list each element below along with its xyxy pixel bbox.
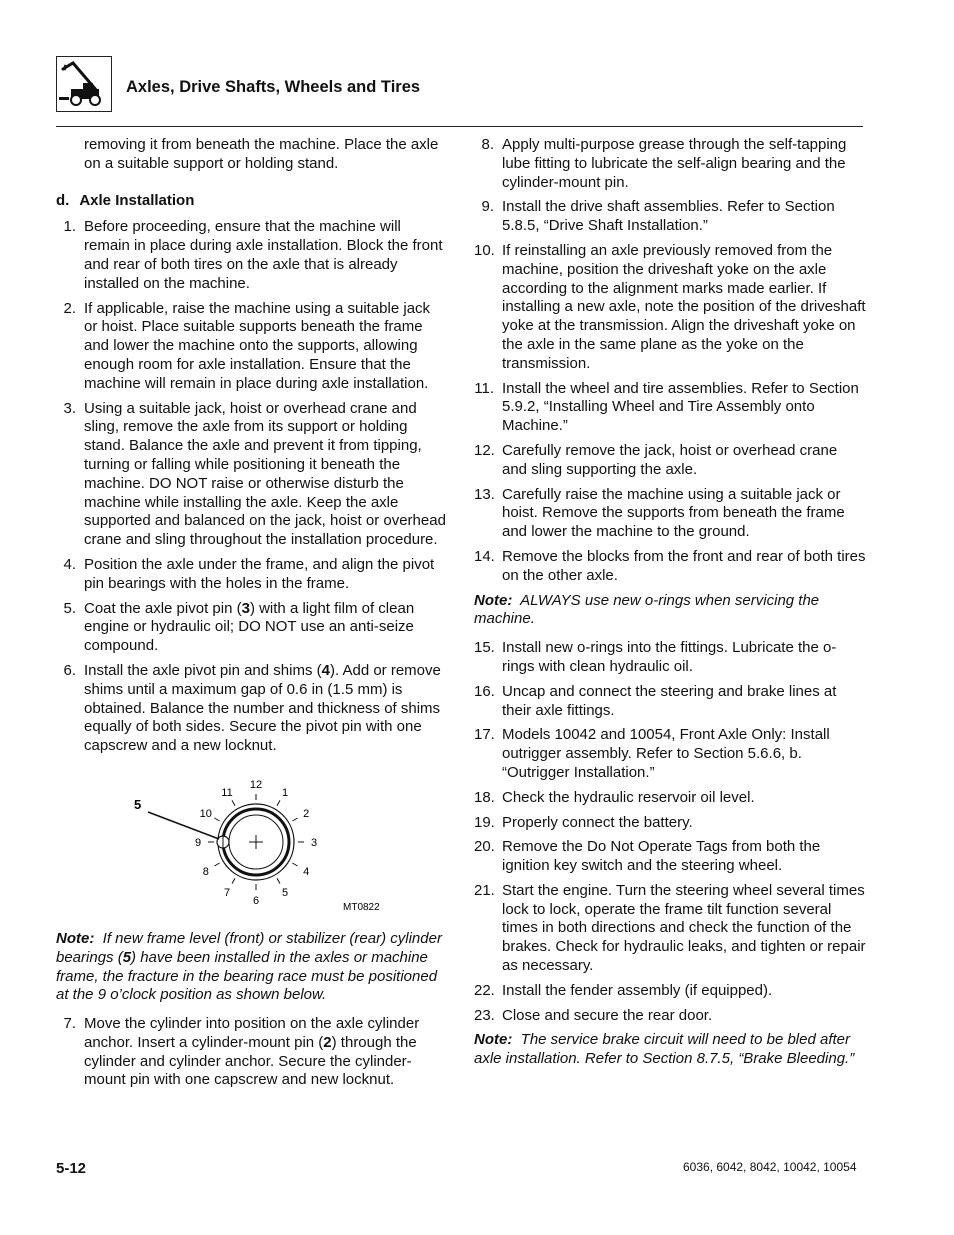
clock-tick — [232, 878, 235, 883]
step-16 — [474, 683, 866, 721]
step-1 — [56, 218, 446, 293]
intro-paragraph: removing it from beneath the machine. Place the axle on a suitable support or holding stand. — [84, 136, 439, 172]
step-text: Carefully raise the machine using a suitable jack or hoist. Remove the supports from beneath the frame and lower the machine to the ground. — [502, 485, 845, 541]
callout-ref: 2 — [323, 1033, 332, 1051]
step-17 — [474, 726, 866, 782]
step-text: Install the fender assembly (if equipped). — [502, 981, 773, 999]
clock-tick — [214, 863, 219, 866]
bearing-clock-figure — [56, 762, 446, 924]
step-5 — [56, 600, 446, 656]
telehandler-logo-icon — [56, 56, 112, 112]
bearing-note — [56, 930, 446, 1005]
step-text: If reinstalling an axle previously removed from the machine, position the driveshaft yoke on the axle according to the alignment marks made earlier. If installing a new axle, note the position of the driveshaft yoke at the transmission. Align the driveshaft yoke on the axle in the same plane as the yoke on the transmission. — [502, 241, 866, 372]
step-number: 1. — [63, 218, 76, 236]
step-4 — [56, 556, 446, 594]
steps-list-right-b — [474, 639, 866, 1025]
step-text: Close and secure the rear door. — [502, 1006, 713, 1024]
note-label: Note: — [474, 591, 513, 609]
step-text: Position the axle under the frame, and align the pivot pin bearings with the holes in the frame. — [84, 555, 435, 592]
step-text: Check the hydraulic reservoir oil level. — [502, 788, 755, 806]
right-column — [474, 136, 866, 1079]
step-21 — [474, 882, 866, 976]
step-text: Using a suitable jack, hoist or overhead crane and sling, remove the axle from its support or holding stand. Balance the axle and prevent it from tipping, turning or falling while positioning it beneath the machine. DO NOT raise or otherwise disturb the machine while installing the axle. Keep the axle supported and balanced on the jack, hoist or overhead crane and sling throughout the installation procedure. — [84, 399, 446, 549]
clock-tick — [277, 878, 280, 883]
step-text: If applicable, raise the machine using a suitable jack or hoist. Place suitable supports beneath the frame and lower the machine onto the supports, allowing enough room for axle installation. Ensure that the machine will remain in place during axle installation. — [84, 299, 431, 392]
step-10 — [474, 242, 866, 374]
step-11 — [474, 380, 866, 436]
step-text-pre: Coat the axle pivot pin ( — [84, 599, 242, 617]
step-number: 19. — [474, 813, 495, 831]
note-text: ALWAYS use new o-rings when servicing the machine. — [474, 591, 820, 628]
step-number: 4. — [63, 555, 76, 573]
step-text: Remove the Do Not Operate Tags from both the ignition key switch and the steering wheel. — [502, 838, 821, 875]
step-number: 12. — [474, 441, 495, 459]
left-column — [56, 136, 446, 1096]
step-text: Carefully remove the jack, hoist or overhead crane and sling supporting the axle. — [502, 441, 838, 478]
heading-text: Axle Installation — [79, 191, 195, 209]
step-text: Remove the blocks from the front and rear of both tires on the other axle. — [502, 547, 866, 584]
step-12 — [474, 442, 866, 480]
step-6 — [56, 662, 446, 756]
step-number: 22. — [474, 981, 495, 999]
note-label: Note: — [56, 929, 95, 947]
callout-ref: 5 — [122, 948, 132, 966]
clock-tick — [292, 818, 297, 821]
step-text-post: ) with a light film of clean engine or hydraulic oil; DO NOT use an anti-seize compound. — [84, 599, 415, 655]
step-23 — [474, 1007, 866, 1026]
clock-number: 4 — [303, 865, 310, 878]
brake-bleed-note — [474, 1031, 866, 1069]
clock-number: 12 — [249, 778, 263, 791]
step-13 — [474, 486, 866, 542]
clock-tick — [232, 800, 235, 805]
step-number: 21. — [474, 881, 495, 899]
o-ring-note — [474, 592, 866, 630]
step-number: 6. — [63, 661, 76, 679]
clock-number: 10 — [199, 807, 212, 820]
step-number: 5. — [63, 599, 76, 617]
note-text-pre: If new frame level (front) or stabilizer (rear) cylinder bearings ( — [56, 929, 442, 966]
figure-code: MT0822 — [343, 901, 380, 913]
clock-number: 8 — [202, 865, 209, 878]
step-text-pre: Install the axle pivot pin and shims ( — [84, 661, 322, 679]
bearing-diagram — [56, 762, 446, 924]
note-label: Note: — [474, 1031, 513, 1049]
step-7 — [56, 1015, 446, 1090]
step-2 — [56, 300, 446, 394]
clock-number: 3 — [310, 836, 318, 849]
step-number: 15. — [474, 639, 495, 657]
callout-ref: 4 — [321, 661, 330, 679]
callout-ref: 3 — [241, 599, 250, 617]
step-14 — [474, 548, 866, 586]
step-number: 10. — [474, 241, 495, 259]
clock-number: 2 — [303, 807, 310, 820]
step-number: 11. — [474, 379, 494, 397]
callout-label: 5 — [134, 796, 142, 812]
step-text: Install new o-rings into the fittings. Lubricate the o-rings with clean hydraulic oil. — [502, 639, 837, 675]
step-text: Models 10042 and 10054, Front Axle Only: Install outrigger assembly. Refer to Section 5.6.6, b. “Outrigger Installation.” — [502, 726, 830, 781]
heading-label: d. — [56, 191, 70, 209]
step-text-post: ) through the cylinder and cylinder anchor. Secure the cylinder-mount pin with one capscrew and new locknut. — [84, 1033, 417, 1089]
clock-number: 6 — [252, 894, 260, 907]
step-8 — [474, 136, 866, 192]
step-number: 23. — [474, 1006, 495, 1024]
step-18 — [474, 789, 866, 808]
clock-tick — [292, 863, 297, 866]
step-text: Before proceeding, ensure that the machine will remain in place during axle installation. Block the front and rear of both tires on the axle that is already installed on the machine. — [84, 218, 443, 292]
step-20 — [474, 838, 866, 876]
step-number: 18. — [474, 788, 495, 806]
step-number: 13. — [474, 485, 495, 503]
clock-number: 11 — [221, 786, 233, 799]
step-number: 17. — [474, 726, 495, 744]
step-text-post: ). Add or remove shims until a maximum gap of 0.6 in (1.5 mm) is obtained. Balance the number and thickness of shims equally of both sides. Secure the pivot pin with one capscrew and a new locknut. — [84, 661, 441, 755]
step-number: 16. — [474, 682, 495, 700]
step-15 — [474, 639, 866, 677]
step-number: 8. — [481, 136, 494, 153]
step-22 — [474, 982, 866, 1001]
note-text-post: ) have been installed in the axles or machine frame, the fracture in the bearing race must be positioned at the 9 o’clock position as shown below. — [56, 948, 438, 1004]
step-text: Install the wheel and tire assemblies. Refer to Section 5.9.2, “Installing Wheel and Tire Assembly onto Machine.” — [502, 379, 859, 435]
step-text-pre: Move the cylinder into position on the axle cylinder anchor. Insert a cylinder-mount pin ( — [84, 1015, 420, 1051]
step-text: Properly connect the battery. — [502, 813, 693, 831]
steps-list-left — [56, 218, 446, 756]
step-9 — [474, 198, 866, 236]
step-text: Install the drive shaft assemblies. Refer to Section 5.8.5, “Drive Shaft Installation.” — [502, 198, 835, 235]
clock-number: 5 — [281, 887, 289, 900]
step-number: 9. — [481, 198, 494, 216]
step-number: 7. — [63, 1015, 76, 1033]
step-number: 20. — [474, 838, 495, 856]
clock-number: 9 — [194, 836, 202, 849]
clock-tick — [277, 800, 280, 805]
section-title: Axles, Drive Shafts, Wheels and Tires — [126, 78, 421, 96]
steps-list-left-b — [56, 1015, 446, 1090]
section-heading — [56, 192, 446, 211]
step-number: 3. — [63, 399, 76, 417]
step-number: 2. — [63, 299, 76, 317]
step-text: Start the engine. Turn the steering wheel several times lock to lock, operate the frame tilt function several times in both directions and check the function of the brakes. Check for hydraulic leaks, and tighten or repair as necessary. — [502, 881, 866, 975]
page-number: 5-12 — [56, 1160, 87, 1177]
clock-tick — [214, 818, 219, 821]
step-text: Apply multi-purpose grease through the self-tapping lube fitting to lubricate the self-align bearing and the cylinder-mount pin. — [502, 136, 847, 191]
model-numbers: 6036, 6042, 8042, 10042, 10054 — [683, 1160, 857, 1174]
note-text: The service brake circuit will need to be bled after axle installation. Refer to Section 8.7.5, “Brake Bleeding.” — [474, 1031, 855, 1068]
header-divider — [56, 126, 863, 127]
clock-number: 1 — [281, 786, 289, 799]
step-19 — [474, 814, 866, 833]
steps-list-right-a — [474, 136, 866, 586]
step-text: Uncap and connect the steering and brake lines at their axle fittings. — [502, 682, 837, 719]
step-number: 14. — [474, 547, 495, 565]
step-3 — [56, 400, 446, 550]
clock-number: 7 — [223, 887, 231, 900]
